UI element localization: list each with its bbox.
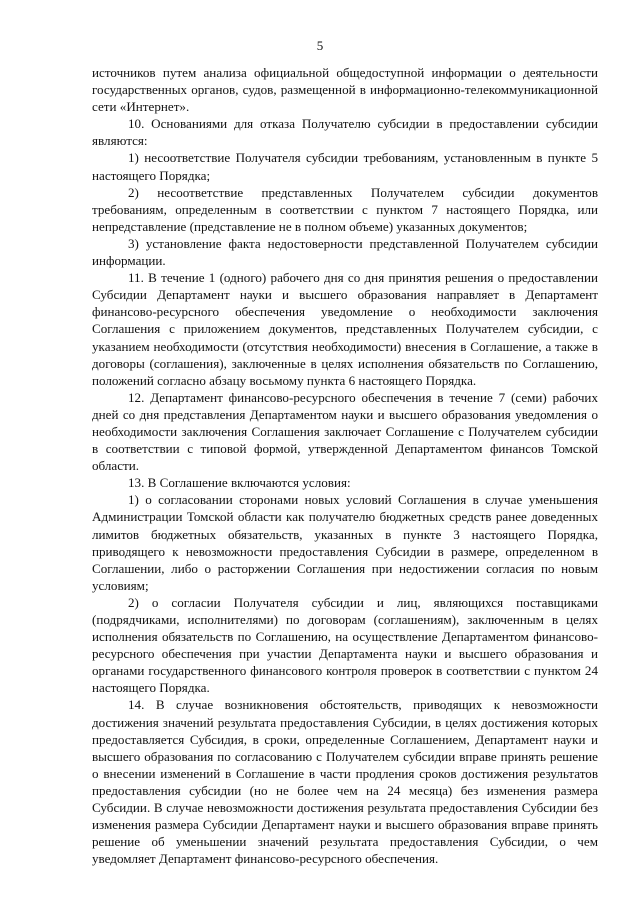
paragraph-10-item-2: 2) несоответствие представленных Получателем субсидии документов требованиям, определенным в соответствии с пунктом 7 настоящего Порядка, или непредставление (представление не в полном объеме) указанных документов; — [92, 184, 598, 234]
paragraph-10-item-1: 1) несоответствие Получателя субсидии требованиям, установленным в пункте 5 настоящего Порядка; — [92, 150, 598, 183]
paragraph-10: 10. Основаниями для отказа Получателю субсидии в предоставлении субсидии являются: — [92, 116, 598, 149]
paragraph-10-item-3: 3) установление факта недостоверности представленной Получателем субсидии информации. — [92, 235, 598, 269]
paragraph-continuation: источников путем анализа официальной общедоступной информации о деятельности государственных органов, судов, размещенной в информационно-телекоммуникационной сети «Интернет». — [92, 65, 598, 115]
paragraph-13-item-1: 1) о согласовании сторонами новых условий Соглашения в случае уменьшения Администрации Томской области как получателю бюджетных средств ранее доведенных лимитов бюджетных обязательств, указанных в пункте 3 настоящего Порядка, приводящего к невозможности предоставления Субсидии в размере, определенном в Соглашении, либо о расторжении Соглашения при недостижении согласия по новым условиям; — [92, 492, 598, 593]
paragraph-14: 14. В случае возникновения обстоятельств, приводящих к невозможности достижения значений результата предоставления Субсидии, в целях достижения которых предоставляется Субсидия, в сроки, определенные Соглашением, Департамент науки и высшего образования по согласованию с Получателем субсидии вправе принять решение о внесении изменений в Соглашение в части продления сроков достижения результатов предоставления субсидии (но не более чем на 24 месяца) без изменения размера Субсидии. В случае невозможности достижения результата предоставления Субсидии без изменения размера Субсидии Департамент науки и высшего образования вправе принять решение об уменьшении значений результата предоставления Субсидии, о чем уведомляет Департамент финансово-ресурсного обеспечения. — [92, 697, 598, 867]
paragraph-13-item-2: 2) о согласии Получателя субсидии и лиц, являющихся поставщиками (подрядчиками, исполнителями) по договорам (соглашениям), заключенным в целях исполнения обязательств по Соглашению, на осуществление Департаментом финансово-ресурсного обеспечения при участии Департамента науки и высшего образования и органами государственного финансового контроля проверок в соответствии с пунктом 24 настоящего Порядка. — [92, 594, 598, 696]
paragraph-13: 13. В Соглашение включаются условия: — [128, 475, 351, 491]
paragraph-11: 11. В течение 1 (одного) рабочего дня со дня принятия решения о предоставлении Субсидии Департамент науки и высшего образования направляет в Департамент финансово-ресурсного обеспечения уведомление о необходимости заключения Соглашения с приложением документов, представленных Получателем субсидии, с указанием необходимости (отсутствия необходимости) внесения в Соглашение, а также в договоры (соглашения), заключенные в целях исполнения обязательств по Соглашению, положений согласно абзацу восьмому пункта 6 настоящего Порядка. — [92, 270, 598, 388]
paragraph-12: 12. Департамент финансово-ресурсного обеспечения в течение 7 (семи) рабочих дней со дня представления Департаментом науки и высшего образования уведомления о необходимости заключения Соглашения заключает Соглашение с Получателем субсидии в соответствии с типовой формой, утвержденной Департаментом финансов Томской области. — [92, 389, 598, 474]
page-number: 5 — [316, 38, 324, 53]
document-body — [92, 64, 598, 867]
